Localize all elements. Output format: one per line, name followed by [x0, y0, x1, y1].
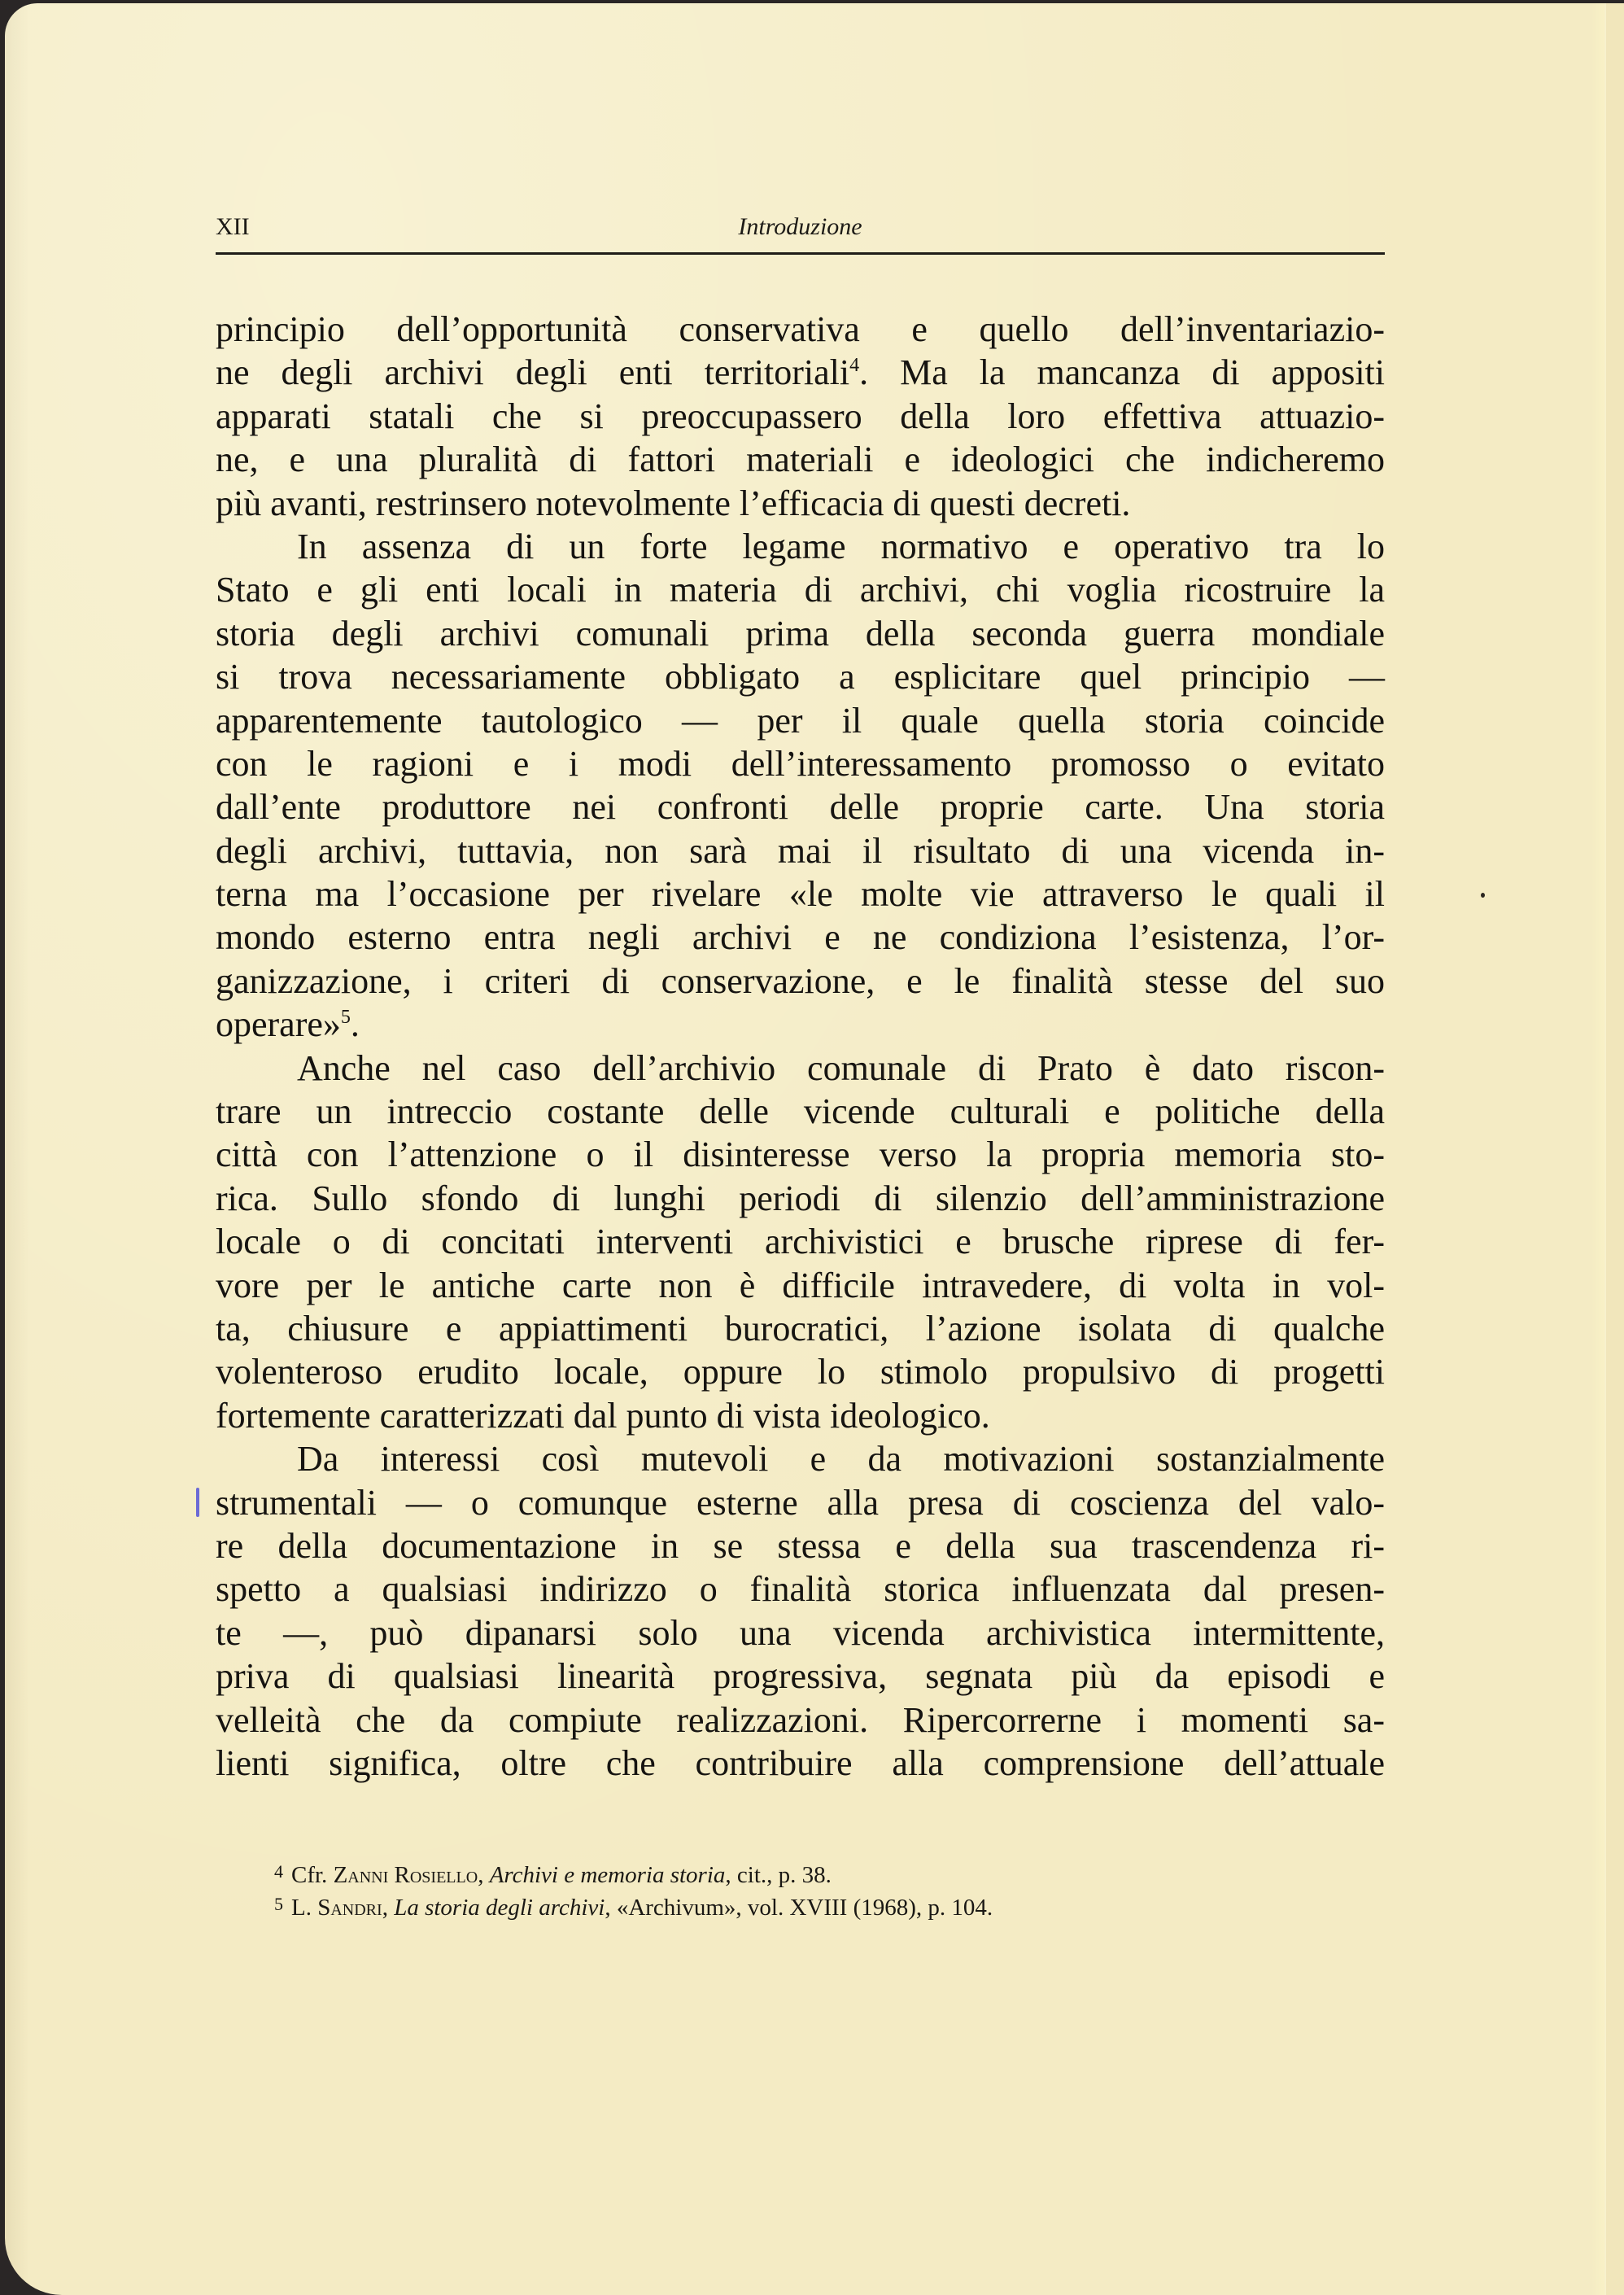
footnote-prefix: L.	[291, 1895, 318, 1921]
text-line: lienti significa, oltre che contribuire alla comprensione dell’attuale	[216, 1742, 1385, 1783]
text-line: re della documentazione in se stessa e della sua trascendenza ri-	[216, 1525, 1385, 1566]
text-line: degli archivi, tuttavia, non sarà mai il risultato di una vicenda in-	[216, 830, 1385, 871]
text-line: apparati statali che si preoccupassero della loro effettiva attuazio-	[216, 396, 1385, 436]
running-title: Introduzione	[738, 213, 862, 240]
footnotes	[274, 1857, 1332, 1922]
text-line: trare un intreccio costante delle vicende culturali e politiche della	[216, 1091, 1385, 1132]
text-line	[216, 1003, 1385, 1046]
text-line: mondo esterno entra negli archivi e ne condiziona l’esistenza, l’or-	[216, 917, 1385, 958]
footnote-5	[274, 1890, 1332, 1922]
footnote-title: La storia degli archivi	[394, 1895, 605, 1921]
text-line: strumentali — o comunque esterne alla presa di coscienza del valo-	[216, 1482, 1385, 1523]
text-line: ne, e una pluralità di fattori materiali e ideologici che indicheremo	[216, 439, 1385, 480]
paragraph-start-line: Da interessi così mutevoli e da motivazioni sostanzialmente	[297, 1439, 1385, 1480]
footnote-4	[274, 1857, 1332, 1890]
text-line: Stato e gli enti locali in materia di archivi, chi voglia ricostruire la	[216, 570, 1385, 610]
text-line: città con l’attenzione o il disinteresse verso la propria memoria sto-	[216, 1134, 1385, 1175]
footnote-title: Archivi e memoria storia	[489, 1862, 726, 1888]
text-line: storia degli archivi comunali prima della seconda guerra mondiale	[216, 613, 1385, 654]
text-line	[216, 351, 1385, 394]
text-segment: ne degli archivi degli enti territoriali	[216, 352, 850, 393]
footnote-author: Zanni Rosiello	[333, 1862, 478, 1888]
text-line: velleità che da compiute realizzazioni. Ripercorrerne i momenti sa-	[216, 1699, 1385, 1740]
footnote-separator: ,	[382, 1895, 395, 1921]
text-line: ganizzazione, i criteri di conservazione, e le finalità stesse del suo	[216, 960, 1385, 1001]
footnote-separator: ,	[478, 1862, 490, 1888]
page-edge	[1604, 3, 1624, 2295]
footnote-number: 4	[274, 1861, 283, 1882]
pen-margin-mark	[196, 1488, 199, 1517]
text-segment: .	[350, 1004, 360, 1045]
text-line: dall’ente produttore nei confronti delle proprie carte. Una storia	[216, 787, 1385, 828]
header-rule	[216, 252, 1385, 255]
page-number: XII	[216, 213, 250, 240]
text-line: apparentemente tautologico — per il quale quella storia coincide	[216, 700, 1385, 741]
footnote-citation: , cit., p. 38.	[725, 1862, 832, 1888]
footnote-citation: , «Archivum», vol. XVIII (1968), p. 104.	[605, 1895, 993, 1921]
paragraph-start-line: In assenza di un forte legame normativo e operativo tra lo	[297, 526, 1385, 566]
paper-speck	[1481, 893, 1485, 898]
text-line: spetto a qualsiasi indirizzo o finalità storica influenzata dal presen-	[216, 1569, 1385, 1610]
text-line: con le ragioni e i modi dell’interessamento promosso o evitato	[216, 743, 1385, 784]
footnote-ref-4[interactable]: 4	[849, 355, 860, 377]
text-line: priva di qualsiasi linearità progressiva, segnata più da episodi e	[216, 1656, 1385, 1697]
text-line: più avanti, restrinsero notevolmente l’efficacia di questi decreti.	[216, 483, 1131, 523]
text-line: rica. Sullo sfondo di lunghi periodi di silenzio dell’amministrazione	[216, 1178, 1385, 1218]
footnote-number: 5	[274, 1894, 283, 1914]
text-line: terna ma l’occasione per rivelare «le molte vie attraverso le quali il	[216, 874, 1385, 915]
text-line: locale o di concitati interventi archivistici e brusche riprese di fer-	[216, 1222, 1385, 1262]
footnote-author: Sandri	[317, 1895, 382, 1921]
text-line: principio dell’opportunità conservativa e quello dell’inventariazio-	[216, 309, 1385, 349]
text-line: vore per le antiche carte non è difficile intravedere, di volta in vol-	[216, 1265, 1385, 1305]
text-line: fortemente caratterizzati dal punto di vista ideologico.	[216, 1395, 990, 1436]
footnote-ref-5[interactable]: 5	[340, 1007, 351, 1029]
text-line: te —, può dipanarsi solo una vicenda archivistica intermittente,	[216, 1612, 1385, 1653]
text-line: ta, chiusure e appiattimenti burocratici, l’azione isolata di qualche	[216, 1308, 1385, 1349]
text-segment: . Ma la mancanza di appositi	[859, 352, 1385, 393]
text-line: si trova necessariamente obbligato a esplicitare quel principio —	[216, 657, 1385, 697]
text-line: volenteroso erudito locale, oppure lo stimolo propulsivo di progetti	[216, 1352, 1385, 1392]
text-segment: operare»	[216, 1004, 341, 1045]
paragraph-start-line: Anche nel caso dell’archivio comunale di Prato è dato riscon-	[297, 1047, 1385, 1088]
footnote-prefix: Cfr.	[291, 1862, 334, 1888]
body-text	[216, 308, 1385, 1785]
running-header	[216, 213, 1385, 246]
